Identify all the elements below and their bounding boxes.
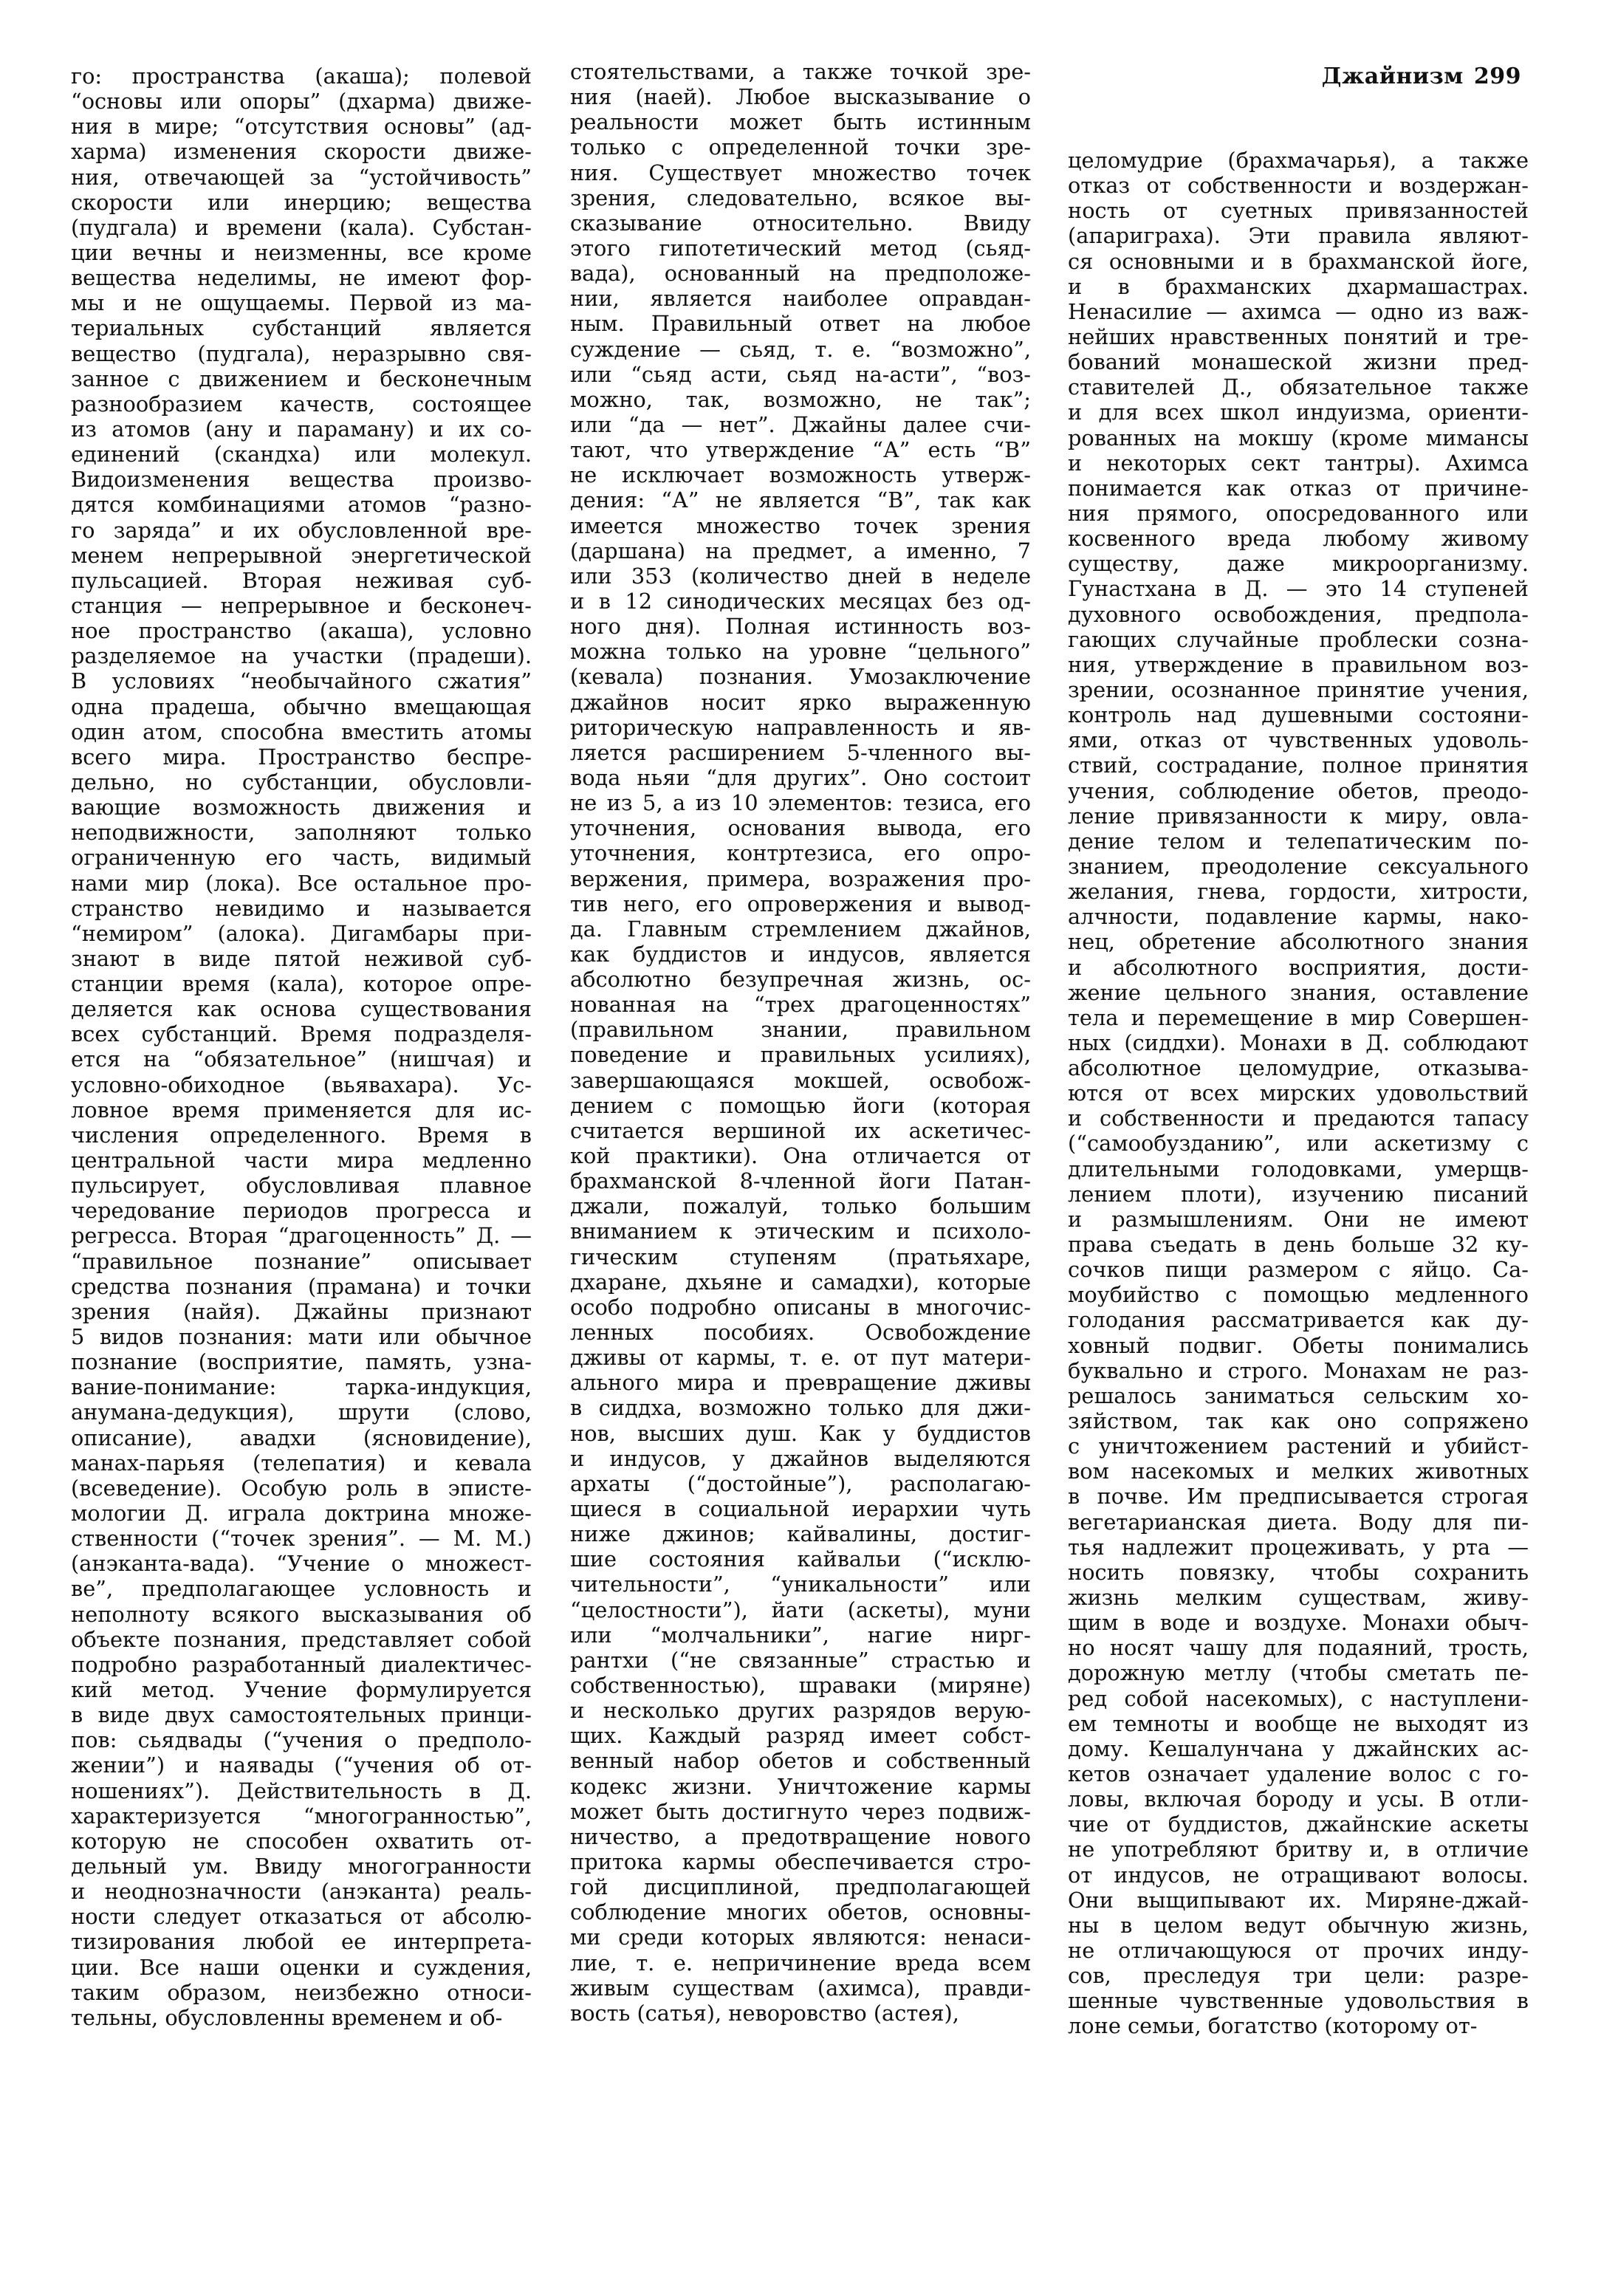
text-line: лением плоти), изучению писаний <box>1068 1181 1529 1207</box>
text-line: ния прямого, опосредованного или <box>1068 500 1529 526</box>
text-line: дельный ум. Ввиду многогранности <box>71 1853 532 1879</box>
text-line: гическим ступеням (пратьяхаре, <box>570 1244 1031 1269</box>
text-line: носить повязку, чтобы сохранить <box>1068 1559 1529 1585</box>
text-line: не исключает возможность утверж- <box>570 462 1031 488</box>
text-line: ленных пособиях. Освобождение <box>570 1320 1031 1346</box>
text-line: стоятельствами, а также точкой зре- <box>570 59 1031 84</box>
text-line: подробно разработанный диалектичес- <box>71 1651 532 1677</box>
text-line: соблюдение многих обетов, основны- <box>570 1899 1031 1925</box>
text-line: вом насекомых и мелких животных <box>1068 1459 1529 1484</box>
text-line: “основы или опоры” (дхарма) движе- <box>71 89 532 114</box>
text-line: ями, отказ от чувственных удоволь- <box>1068 727 1529 753</box>
text-line: считается вершиной их аскетичес- <box>570 1117 1031 1143</box>
text-line: и неоднозначности (анэканта) реаль- <box>71 1879 532 1905</box>
text-line: “немиром” (алока). Дигамбары при- <box>71 920 532 946</box>
text-line: анумана-дедукция), шрути (слово, <box>71 1399 532 1425</box>
text-line: с уничтожением растений и убийст- <box>1068 1433 1529 1459</box>
text-line: ляется расширением 5-членного вы- <box>570 739 1031 765</box>
text-line: моубийство с помощью медленного <box>1068 1282 1529 1308</box>
text-line: (всеведение). Особую роль в эписте- <box>71 1475 532 1501</box>
text-line: ется на “обязательное” (нишчая) и <box>71 1046 532 1072</box>
text-line: тела и перемещение в мир Совершен- <box>1068 1004 1529 1030</box>
text-line: завершающаяся мокшей, освобож- <box>570 1067 1031 1093</box>
text-line: да. Главным стремлением джайнов, <box>570 916 1031 942</box>
text-line: чительности”, “уникальности” или <box>570 1572 1031 1597</box>
text-line: всего мира. Пространство беспре- <box>71 744 532 770</box>
text-line: притока кармы обеспечивается стро- <box>570 1848 1031 1874</box>
text-line: вещество (пудгала), неразрывно свя- <box>71 340 532 366</box>
text-line: нии, является наиболее оправдан- <box>570 286 1031 312</box>
text-line: реальности может быть истинным <box>570 109 1031 135</box>
text-line: неподвижности, заполняют только <box>71 820 532 846</box>
text-column-3 <box>1068 148 1529 2039</box>
text-line: станции время (кала), которое опре- <box>71 971 532 997</box>
text-line: ния (наей). Любое высказывание о <box>570 84 1031 110</box>
text-line: щиеся в социальной иерархии чуть <box>570 1496 1031 1522</box>
text-line: пульсацией. Вторая неживая суб- <box>71 567 532 593</box>
text-line: зяйством, так как оно сопряжено <box>1068 1408 1529 1434</box>
text-line: кий метод. Учение формулируется <box>71 1677 532 1702</box>
text-line: условно-обиходное (вьявахара). Ус- <box>71 1072 532 1097</box>
text-line: и размышлениям. Они не имеют <box>1068 1206 1529 1232</box>
text-line: вержения, примера, возражения про- <box>570 866 1031 891</box>
text-line: знают в виде пятой неживой суб- <box>71 945 532 971</box>
text-line: пов: сьядвады (“учения о предполо- <box>71 1727 532 1753</box>
text-line: кой практики). Она отличается от <box>570 1143 1031 1169</box>
text-column-1 <box>71 64 532 2030</box>
text-line: можна только на уровне “цельного” <box>570 639 1031 665</box>
text-line: и абсолютного восприятия, дости- <box>1068 954 1529 980</box>
text-line: занное с движением и бесконечным <box>71 366 532 391</box>
text-line: можно, так, возможно, не так”; <box>570 386 1031 412</box>
text-line: этого гипотетический метод (сьяд- <box>570 235 1031 261</box>
text-line: тья надлежит процеживать, у рта — <box>1068 1534 1529 1560</box>
text-line: неполноту всякого высказывания об <box>71 1601 532 1627</box>
text-line: разнообразием качеств, состоящее <box>71 391 532 417</box>
text-line: нейших нравственных понятий и тре- <box>1068 323 1529 349</box>
text-line: мологии Д. играла доктрина множе- <box>71 1501 532 1526</box>
text-line: или 353 (количество дней в неделе <box>570 563 1031 589</box>
text-line: тают, что утверждение “А” есть “В” <box>570 437 1031 463</box>
text-line: дживы от кармы, т. е. от пут матери- <box>570 1345 1031 1371</box>
text-line: не из 5, а из 10 элементов: тезиса, его <box>570 790 1031 816</box>
text-line: (апариграха). Эти правила являют- <box>1068 223 1529 249</box>
text-line: мы и не ощущаемы. Первой из ма- <box>71 290 532 316</box>
text-line: скорости или инерцию; вещества <box>71 189 532 215</box>
text-line: объекте познания, представляет собой <box>71 1626 532 1652</box>
text-line: или “да — нет”. Джайны далее счи- <box>570 411 1031 437</box>
text-line: но носят чашу для подаяний, трость, <box>1068 1635 1529 1661</box>
text-line: целомудрие (брахмачарья), а также <box>1068 148 1529 173</box>
text-line: го: пространства (акаша); полевой <box>71 64 532 89</box>
text-line: ление привязанности к миру, овла- <box>1068 803 1529 829</box>
text-line: нами мир (лока). Все остальное про- <box>71 870 532 896</box>
text-line: ся основными и в брахманской йоге, <box>1068 248 1529 274</box>
text-line: ред собой насекомых), с наступлени- <box>1068 1685 1529 1711</box>
text-line: понимается как отказ от причине- <box>1068 475 1529 501</box>
text-line: дорожную метлу (чтобы сметать пе- <box>1068 1660 1529 1686</box>
text-line: сказывание относительно. Ввиду <box>570 210 1031 236</box>
text-line: из атомов (ану и параману) и их со- <box>71 416 532 442</box>
text-line: и несколько других разрядов верую- <box>570 1698 1031 1724</box>
text-line: в сиддха, возможно только для джи- <box>570 1395 1031 1421</box>
text-line: решалось заниматься сельским хо- <box>1068 1382 1529 1408</box>
text-line: (пудгала) и времени (кала). Субстан- <box>71 214 532 240</box>
text-line: ствий, сострадание, полное принятия <box>1068 753 1529 778</box>
text-line: манах-парьяя (телепатия) и кевала <box>71 1450 532 1476</box>
text-line: ности следует отказаться от абсолю- <box>71 1904 532 1930</box>
text-line: жизнь мелким существам, живу- <box>1068 1585 1529 1611</box>
text-line: дятся комбинациями атомов “разно- <box>71 492 532 518</box>
text-line: в почве. Им предписывается строгая <box>1068 1484 1529 1509</box>
text-line: пульсирует, обусловливая плавное <box>71 1173 532 1199</box>
text-line: регресса. Вторая “драгоценность” Д. — <box>71 1223 532 1249</box>
text-line: тив него, его опровержения и вывод- <box>570 891 1031 916</box>
text-line: единений (скандха) или молекул. <box>71 442 532 467</box>
text-line: сов, преследуя три цели: разре- <box>1068 1963 1529 1989</box>
text-line: вада), основанный на предположе- <box>570 261 1031 287</box>
text-line: не отличающуюся от прочих инду- <box>1068 1937 1529 1963</box>
section-title: Джайнизм <box>1321 64 1464 89</box>
text-line: бований монашеской жизни пред- <box>1068 349 1529 375</box>
text-line: жении”) и наявады (“учения об от- <box>71 1752 532 1778</box>
text-line: центральной части мира медленно <box>71 1148 532 1173</box>
text-line: в виде двух самостоятельных принци- <box>71 1702 532 1728</box>
page-number: 299 <box>1473 64 1521 89</box>
text-line: тельны, обусловленны временем и об- <box>71 2004 503 2030</box>
text-line: суждение — сьяд, т. е. “возможно”, <box>570 336 1031 362</box>
text-line: и некоторых сект тантры). Ахимса <box>1068 450 1529 476</box>
text-line: ставителей Д., обязательное также <box>1068 374 1529 400</box>
text-line: как буддистов и индусов, является <box>570 941 1031 967</box>
text-line: дения: “А” не является “В”, так как <box>570 487 1031 513</box>
text-line: вниманием к этическим и психоло- <box>570 1219 1031 1244</box>
text-line: которую не способен охватить от- <box>71 1828 532 1854</box>
text-line: шие состояния кайвальи (“исклю- <box>570 1546 1031 1572</box>
text-line: дому. Кешалунчана у джайнских ас- <box>1068 1735 1529 1761</box>
text-line: (“самообузданию”, или аскетизму с <box>1068 1131 1529 1156</box>
text-line: и в 12 синодических месяцах без од- <box>570 588 1031 614</box>
text-line: вода ньяи “для других”. Оно состоит <box>570 764 1031 790</box>
text-line: или “сьяд асти, сьяд на-асти”, “воз- <box>570 361 1031 387</box>
text-line: живым существам (ахимса), правди- <box>570 1975 1031 2001</box>
text-line: чие от буддистов, джайнские аскеты <box>1068 1812 1529 1837</box>
text-line: рантхи (“не связанные” страстью и <box>570 1647 1031 1673</box>
text-line: (правильном знании, правильном <box>570 1017 1031 1043</box>
text-line: щих. Каждый разряд имеет собст- <box>570 1723 1031 1749</box>
text-line: зрения, следовательно, всякое вы- <box>570 185 1031 210</box>
text-line: Они выщипывают их. Миряне-джай- <box>1068 1887 1529 1913</box>
text-line: гой дисциплиной, предполагающей <box>570 1874 1031 1900</box>
text-line: уточнения, основания вывода, его <box>570 815 1031 841</box>
text-line: или “молчальники”, нагие нирг- <box>570 1622 1031 1648</box>
text-line: зрения (найя). Джайны признают <box>71 1298 532 1324</box>
text-line: ции. Все наши оценки и суждения, <box>71 1954 532 1980</box>
text-line: дением с помощью йоги (которая <box>570 1092 1031 1118</box>
text-line: ных (сиддхи). Монахи в Д. соблюдают <box>1068 1029 1529 1055</box>
text-line: зрении, осознанное принятие учения, <box>1068 676 1529 702</box>
text-line: джали, пожалуй, только большим <box>570 1193 1031 1219</box>
text-line: ния, отвечающей за “устойчивость” <box>71 164 532 190</box>
text-line: “правильное познание” описывает <box>71 1248 532 1274</box>
text-line: щим в воде и воздухе. Монахи обыч- <box>1068 1610 1529 1636</box>
text-line: ются от всех мирских удовольствий <box>1068 1080 1529 1106</box>
text-line: ховный подвиг. Обеты понимались <box>1068 1332 1529 1358</box>
text-line: В условиях “необычайного сжатия” <box>71 668 532 694</box>
text-line: ем темноты и вообще не выходят из <box>1068 1710 1529 1736</box>
text-line: вегетарианская диета. Воду для пи- <box>1068 1509 1529 1535</box>
text-line: дельно, но субстанции, обусловли- <box>71 769 532 795</box>
text-line: нованная на “трех драгоценностях” <box>570 992 1031 1018</box>
text-line: только с определенной точки зре- <box>570 134 1031 160</box>
text-line: Видоизменения вещества произво- <box>71 467 532 493</box>
text-line: права съедать в день больше 32 ку- <box>1068 1232 1529 1258</box>
text-line: гающих случайные проблески созна- <box>1068 626 1529 652</box>
text-line: не употребляют бритву и, в отличие <box>1068 1837 1529 1862</box>
text-line: (кевала) познания. Умозаключение <box>570 664 1031 690</box>
text-line: вание-понимание: тарка-индукция, <box>71 1374 532 1400</box>
text-line: знанием, преодоление сексуального <box>1068 853 1529 879</box>
text-column-2 <box>570 59 1031 2026</box>
text-line: средства познания (прамана) и точки <box>71 1273 532 1299</box>
text-line: ничество, а предотвращение нового <box>570 1823 1031 1849</box>
text-line: вость (сатья), неворовство (астея), <box>570 2000 959 2026</box>
text-line: поведение и правильных усилиях), <box>570 1042 1031 1068</box>
text-line: ловное время применяется для ис- <box>71 1097 532 1123</box>
text-line: может быть достигнуто через подвиж- <box>570 1798 1031 1824</box>
text-line: ловы, включая бороду и усы. В отли- <box>1068 1786 1529 1812</box>
text-line: менем непрерывной энергетической <box>71 542 532 568</box>
text-line: рованных на мокшу (кроме миманcы <box>1068 425 1529 450</box>
text-line: учения, соблюдение обетов, преодо- <box>1068 778 1529 803</box>
text-line: алчности, подавление кармы, нако- <box>1068 904 1529 930</box>
text-line: ное пространство (акаша), условно <box>71 618 532 644</box>
text-line: разделяемое на участки (прадеши). <box>71 643 532 669</box>
text-line: собственностью), шраваки (миряне) <box>570 1673 1031 1698</box>
text-line: чередование периодов прогресса и <box>71 1198 532 1224</box>
text-line: ниже джинов; кайвалины, достиг- <box>570 1521 1031 1547</box>
text-line: одна прадеша, обычно вмещающая <box>71 693 532 719</box>
text-line: особо подробно описаны в многочис- <box>570 1294 1031 1320</box>
text-line: ния в мире; “отсутствия основы” (ад- <box>71 114 532 140</box>
text-line: ми среди которых являются: ненаси- <box>570 1925 1031 1950</box>
text-line: и собственности и предаются тапасу <box>1068 1106 1529 1131</box>
text-line: архаты (“достойные”), располагаю- <box>570 1470 1031 1496</box>
text-line: познание (восприятие, память, узна- <box>71 1349 532 1375</box>
text-line: странство невидимо и называется <box>71 895 532 921</box>
text-line: ния, утверждение в правильном воз- <box>1068 651 1529 677</box>
text-line: нец, обретение абсолютного знания <box>1068 929 1529 955</box>
text-line: духовного освобождения, предпола- <box>1068 601 1529 627</box>
text-line: дение телом и телепатическим по- <box>1068 828 1529 854</box>
text-line: станция — непрерывное и бесконеч- <box>71 592 532 618</box>
text-line: и индусов, у джайнов выделяются <box>570 1445 1031 1471</box>
text-line: абсолютно безупречная жизнь, ос- <box>570 967 1031 993</box>
text-line: ственности (“точек зрения”. — М. М.) <box>71 1526 532 1552</box>
text-line: харма) изменения скорости движе- <box>71 139 532 165</box>
text-line: нов, высших душ. Как у буддистов <box>570 1420 1031 1446</box>
text-line: “целостности”), йати (аскеты), муни <box>570 1597 1031 1622</box>
text-line: сочков пищи размером с яйцо. Са- <box>1068 1257 1529 1283</box>
text-line: желания, гнева, гордости, хитрости, <box>1068 879 1529 905</box>
text-line: риторическую направленность и яв- <box>570 714 1031 740</box>
text-line: от индусов, не отращивают волосы. <box>1068 1862 1529 1888</box>
text-line: (анэканта-вада). “Учение о множест- <box>71 1551 532 1577</box>
text-line: тизирования любой ее интерпрета- <box>71 1929 532 1955</box>
text-line: вающие возможность движения и <box>71 795 532 820</box>
text-line: буквально и строго. Монахам не раз- <box>1068 1357 1529 1383</box>
text-line: брахманской 8-членной йоги Патан- <box>570 1168 1031 1194</box>
text-line: описание), авадхи (ясновидение), <box>71 1425 532 1450</box>
text-line: вещества неделимы, не имеют фор- <box>71 265 532 291</box>
text-line: абсолютное целомудрие, отказыва- <box>1068 1055 1529 1081</box>
text-line: отказ от собственности и воздержан- <box>1068 173 1529 199</box>
text-line: один атом, способна вместить атомы <box>71 719 532 744</box>
text-line: ного дня). Полная истинность воз- <box>570 614 1031 640</box>
running-header <box>1322 64 1521 89</box>
text-line: лие, т. е. непричинение вреда всем <box>570 1950 1031 1975</box>
text-line: 5 видов познания: мати или обычное <box>71 1324 532 1350</box>
text-line: ношениях”). Действительность в Д. <box>71 1778 532 1803</box>
text-line: лоне семьи, богатство (которому от- <box>1068 2013 1478 2039</box>
text-line: контроль над душевными состояни- <box>1068 702 1529 728</box>
text-line: ны в целом ведут обычную жизнь, <box>1068 1912 1529 1938</box>
text-line: и для всех школ индуизма, ориенти- <box>1068 400 1529 425</box>
text-line: таким образом, неизбежно относи- <box>71 1979 532 2005</box>
text-line: шенные чувственные удовольствия в <box>1068 1988 1529 2014</box>
text-line: Ненасилие — ахимса — одно из важ- <box>1068 298 1529 324</box>
text-line: го заряда” и их обусловленной вре- <box>71 517 532 543</box>
text-line: ограниченную его часть, видимый <box>71 845 532 871</box>
text-line: всех субстанций. Время подразделя- <box>71 1021 532 1047</box>
text-line: ния. Существует множество точек <box>570 160 1031 185</box>
text-line: голодания рассматривается как ду- <box>1068 1307 1529 1333</box>
text-line: ции вечны и неизменны, все кроме <box>71 239 532 265</box>
text-line: уточнения, контртезиса, его опро- <box>570 840 1031 866</box>
text-line: кетов означает удаление волос с го- <box>1068 1761 1529 1786</box>
text-line: териальных субстанций является <box>71 315 532 341</box>
text-line: длительными голодовками, умерщв- <box>1068 1156 1529 1182</box>
text-line: венный набор обетов и собственный <box>570 1748 1031 1774</box>
text-line: (даршана) на предмет, а именно, 7 <box>570 538 1031 563</box>
text-line: ального мира и превращение дживы <box>570 1370 1031 1396</box>
text-line: числения определенного. Время в <box>71 1122 532 1148</box>
text-line: косвенного вреда любому живому <box>1068 526 1529 552</box>
text-line: джайнов носит ярко выраженную <box>570 689 1031 715</box>
text-line: деляется как основа существования <box>71 996 532 1022</box>
text-line: существу, даже микроорганизму. <box>1068 551 1529 577</box>
text-line: ность от суетных привязанностей <box>1068 198 1529 224</box>
text-line: ве”, предполагающее условность и <box>71 1576 532 1602</box>
text-line: Гунастхана в Д. — это 14 ступеней <box>1068 576 1529 602</box>
text-line: кодекс жизни. Уничтожение кармы <box>570 1773 1031 1799</box>
text-line: и в брахманских дхармашастрах. <box>1068 273 1529 299</box>
text-line: ным. Правильный ответ на любое <box>570 311 1031 337</box>
text-line: характеризуется “многогранностью”, <box>71 1803 532 1829</box>
text-line: дхаране, дхьяне и самадхи), которые <box>570 1269 1031 1295</box>
text-line: жение цельного знания, оставление <box>1068 979 1529 1005</box>
text-line: имеется множество точек зрения <box>570 513 1031 538</box>
